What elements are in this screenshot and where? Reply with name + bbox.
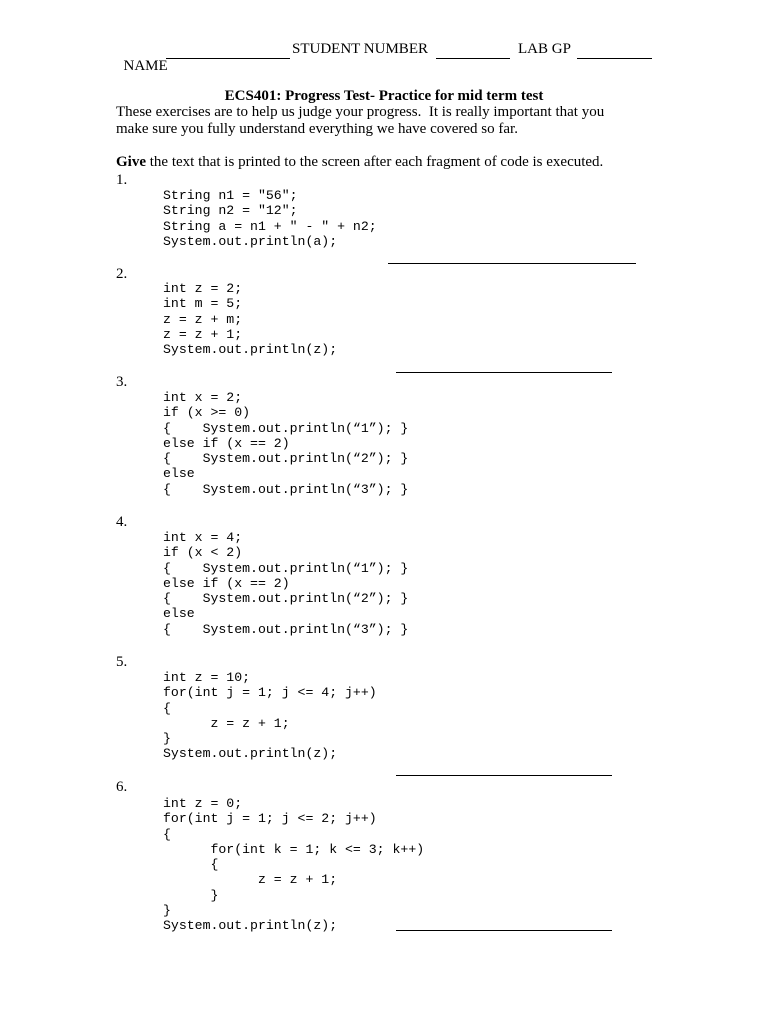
question-6-number: 6. bbox=[116, 779, 128, 795]
question-6-code: int z = 0; for(int j = 1; j <= 2; j++) { for(int k = 1; k <= 3; k++) { z = z + 1; } } System.out.println(z); bbox=[163, 796, 425, 934]
question-5-answer-line[interactable] bbox=[396, 775, 612, 776]
student-info-header bbox=[116, 41, 168, 75]
name-label: NAME bbox=[123, 58, 168, 74]
question-1-answer-line[interactable] bbox=[388, 263, 636, 264]
intro-line-2: make sure you fully understand everything we have covered so far. bbox=[116, 121, 518, 137]
question-5-number: 5. bbox=[116, 654, 128, 670]
lab-group-field[interactable] bbox=[577, 58, 652, 59]
instruction-bold: Give bbox=[116, 154, 146, 170]
question-2-answer-line[interactable] bbox=[396, 372, 612, 373]
lab-group-label: LAB GP bbox=[518, 41, 571, 57]
name-field[interactable] bbox=[166, 58, 290, 59]
intro-line-1: These exercises are to help us judge your progress. It is really important that you bbox=[116, 104, 605, 120]
page-title: ECS401: Progress Test- Practice for mid term test bbox=[224, 88, 544, 104]
question-1-number: 1. bbox=[116, 172, 128, 188]
question-2-number: 2. bbox=[116, 266, 128, 282]
question-2-code: int z = 2; int m = 5; z = z + m; z = z + 1; System.out.println(z); bbox=[163, 281, 338, 358]
question-5-code: int z = 10; for(int j = 1; j <= 4; j++) { z = z + 1; } System.out.println(z); bbox=[163, 670, 377, 762]
question-6-answer-line[interactable] bbox=[396, 930, 612, 931]
question-4-number: 4. bbox=[116, 514, 128, 530]
question-3-number: 3. bbox=[116, 374, 128, 390]
instruction bbox=[116, 154, 603, 171]
student-number-field[interactable] bbox=[436, 58, 510, 59]
student-number-label: STUDENT NUMBER bbox=[292, 41, 428, 57]
question-4-code: int x = 4; if (x < 2) { System.out.println(“1”); } else if (x == 2) { System.out.println(“2”); } else { System.out.println(“3”); } bbox=[163, 530, 409, 637]
instruction-text: the text that is printed to the screen after each fragment of code is executed. bbox=[146, 154, 604, 170]
question-1-code: String n1 = "56"; String n2 = "12"; String a = n1 + " - " + n2; System.out.println(a); bbox=[163, 188, 377, 249]
question-3-code: int x = 2; if (x >= 0) { System.out.println(“1”); } else if (x == 2) { System.out.println(“2”); } else { System.out.println(“3”); } bbox=[163, 390, 409, 497]
